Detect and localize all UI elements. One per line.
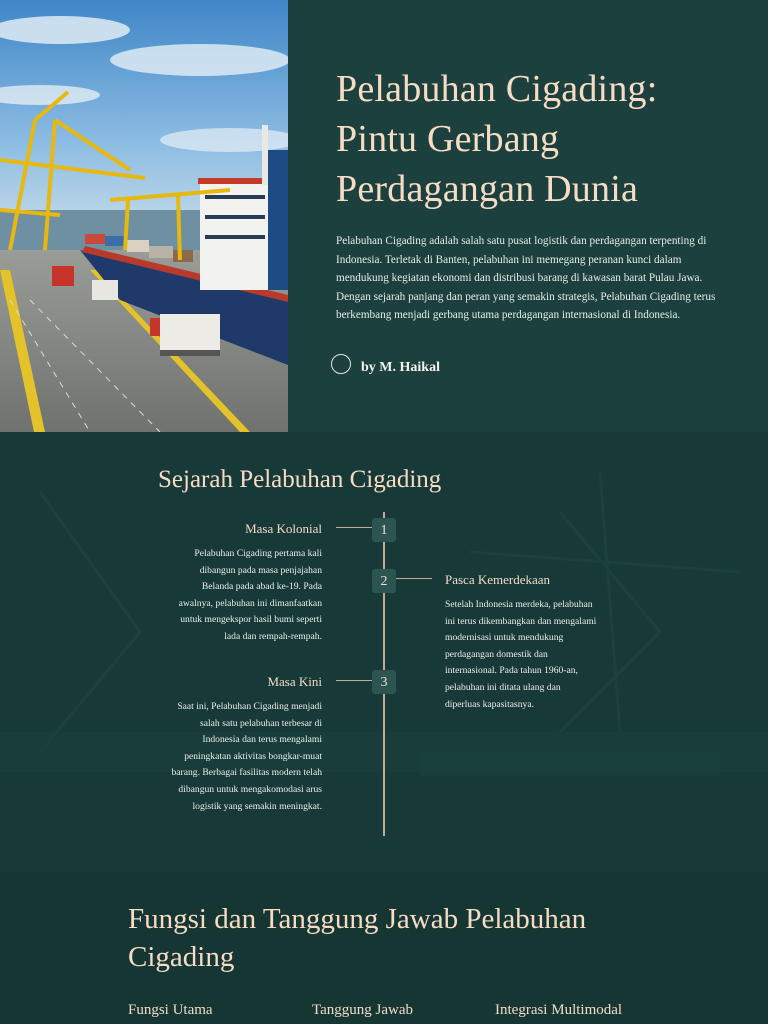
timeline-connector (336, 527, 374, 528)
timeline-connector (336, 680, 374, 681)
timeline-body-line: perdagangan domestik dan (445, 648, 548, 660)
hero-title-line: Pintu Gerbang (336, 118, 560, 160)
timeline-body-line: dibangun untuk mengakomodasi arus (178, 783, 322, 795)
timeline-body-line: Saat ini, Pelabuhan Cigading menjadi (177, 701, 322, 712)
timeline-body-line: Belanda pada abad ke-19. Pada (201, 581, 322, 593)
author-byline[interactable] (331, 352, 440, 376)
timeline-body-line: untuk mengekspor hasil bumi seperti (180, 614, 322, 626)
timeline-body (152, 546, 322, 646)
timeline-body-line: dibangun pada masa penjajahan (199, 564, 322, 576)
timeline-body-line: barang. Berbagai fasilitas modern telah (171, 767, 322, 779)
timeline-body-line: internasional. Pada tahun 1960-an, (445, 665, 578, 677)
timeline-heading: Pasca Kemerdekaan (445, 572, 551, 587)
port-photo (0, 0, 288, 432)
timeline-body-line: modernisasi untuk mendukung (445, 632, 564, 644)
timeline-body-line: diperluas kapasitasnya. (445, 698, 534, 710)
timeline-body-line: logistik yang semakin meningkat. (192, 800, 322, 812)
hero-section (0, 0, 768, 432)
history-title: Sejarah Pelabuhan Cigading (158, 466, 442, 493)
timeline-body-line: Setelah Indonesia merdeka, pelabuhan (445, 599, 593, 610)
column-heading-tanggung-jawab: Tanggung Jawab (312, 1002, 414, 1018)
hero-text (336, 64, 726, 325)
timeline-connector (394, 578, 432, 579)
timeline-body-line: awalnya, pelabuhan ini dimanfaatkan (178, 597, 322, 609)
functions-section (0, 872, 768, 1024)
history-section (0, 432, 768, 872)
timeline-body (152, 699, 322, 815)
timeline-body-line: peningkatan aktivitas bongkar-muat (184, 750, 322, 762)
avatar[interactable] (331, 354, 351, 374)
timeline-body-line: pelabuhan ini ditata ulang dan (445, 681, 561, 693)
author-name: by M. Haikal (361, 360, 440, 375)
timeline-heading: Masa Kini (267, 674, 322, 689)
hero-title-line: Perdagangan Dunia (336, 168, 639, 210)
timeline-body-line: ini terus dikembangkan dan mengalami (445, 615, 597, 627)
timeline-body-line: Pelabuhan Cigading pertama kali (194, 548, 322, 559)
timeline-body-line: salah satu pelabuhan terbesar di (199, 717, 322, 729)
hero-description: Pelabuhan Cigading adalah salah satu pusat logistik dan perdagangan terpenting di Indonesia. Terletak di Banten, pelabuhan ini memegang peranan kunci dalam mendukung kegiatan ekonomi dan distribusi barang di kawasan barat Pulau Jawa. Dengan sejarah panjang dan peran yang semakin strategis, Pelabuhan Cigading terus berkembang menjadi gerbang utama perdagangan internasional di Indonesia. (336, 235, 716, 322)
timeline-body (445, 597, 613, 713)
timeline-marker: 1 (372, 518, 396, 542)
hero-title (336, 64, 726, 214)
timeline-heading: Masa Kolonial (245, 521, 322, 536)
timeline-body-line: Indonesia dan terus mengalami (202, 734, 322, 746)
timeline-body-line: lada dan rempah-rempah. (224, 630, 322, 642)
functions-title: Fungsi dan Tanggung Jawab Pelabuhan Cigading (128, 903, 587, 973)
timeline-marker: 3 (372, 670, 396, 694)
timeline-marker: 2 (372, 569, 396, 593)
column-heading-fungsi-utama: Fungsi Utama (128, 1002, 213, 1018)
column-heading-integrasi-multimodal: Integrasi Multimodal (495, 1002, 623, 1018)
hero-title-line: Pelabuhan Cigading: (336, 68, 658, 110)
